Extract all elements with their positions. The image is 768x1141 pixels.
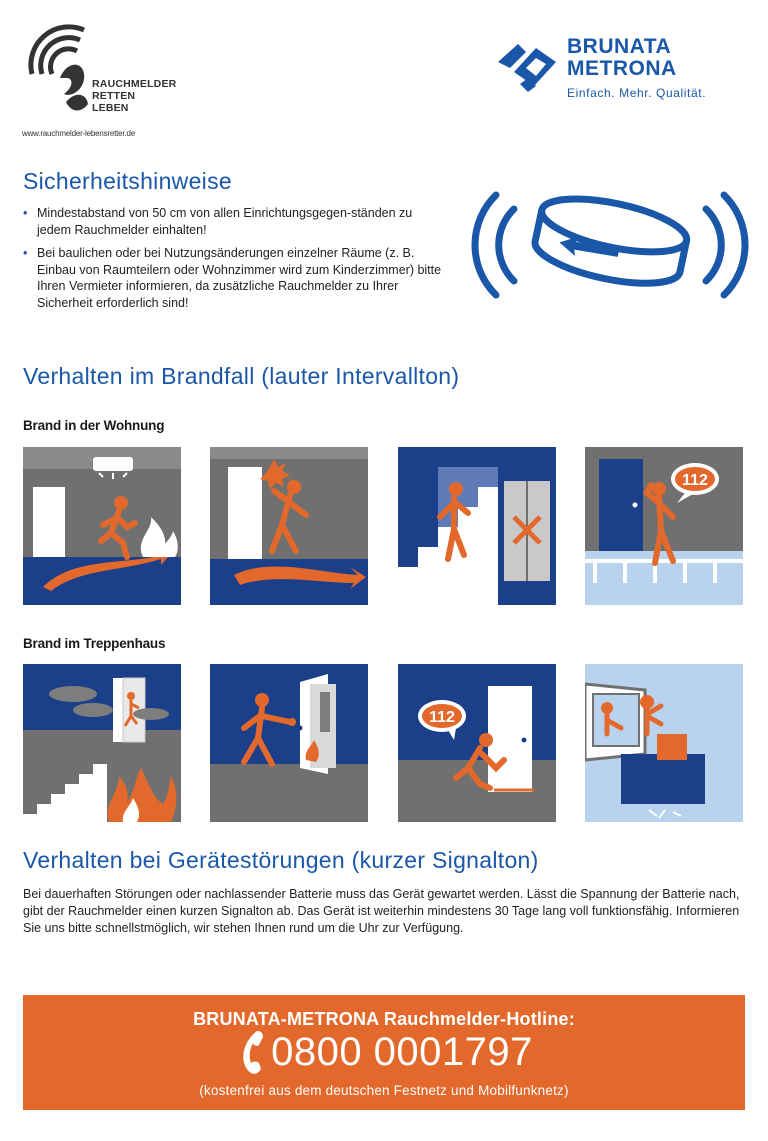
hotline-title: BRUNATA-METRONA Rauchmelder-Hotline: [193, 1009, 575, 1029]
pictogram-check-door-icon [210, 447, 368, 605]
brand-slogan: Einfach. Mehr. Qualität. [567, 86, 707, 100]
pictogram-close-door-icon [210, 664, 368, 822]
fault-title: Verhalten bei Gerätestörungen (kurzer Signalton) [23, 847, 539, 873]
fire-in-stairwell-title: Brand im Treppenhaus [23, 636, 166, 651]
pictogram-leave-room-icon [23, 447, 181, 605]
hotline-note: (kostenfrei aus dem deutschen Festnetz und Mobilfunknetz) [199, 1083, 569, 1098]
fire-title: Verhalten im Brandfall (lauter Intervallton) [23, 363, 460, 389]
pictogram-call-emergency-icon [585, 447, 743, 605]
phone-icon [235, 1029, 265, 1075]
pictogram-smoke-in-stairwell-icon [23, 664, 181, 822]
fault-text: Bei dauerhaften Störungen oder nachlassender Batterie muss das Gerät gewartet werden. Lässt die Spannung der Batterie nach, gibt der Rauchmelder einen kurzen Signalton ab. Das Gerät ist weiterhin mindestens 30 Tage lang voll funktionsfähig. Informieren Sie uns bitte schnellstmöglich, wir stehen Ihnen rund um die Uhr zur Verfügung. [23, 887, 740, 935]
safety-title: Sicherheitshinweise [23, 168, 232, 194]
pictogram-stay-low-call-icon [398, 664, 556, 822]
brand-name-line2: METRONA [567, 57, 677, 80]
campaign-url[interactable]: www.rauchmelder-lebensretter.de [22, 129, 135, 138]
hotline-box [23, 995, 745, 1110]
pictogram-use-stairs-not-elevator-icon [398, 447, 556, 605]
safety-note: • Bei baulichen oder bei Nutzungsänderungen einzelner Räume (z. B. Einbau von Raumteilern oder Wohnzimmer wird zum Kinderzimmer) bitte Ihren Vermieter informieren, da zusätzliche Rauchmelder zu Ihrer Sicherheit erforderlich sind! [23, 245, 448, 311]
safety-notes [23, 205, 448, 318]
fire-in-apartment-title: Brand in der Wohnung [23, 418, 165, 433]
brunata-metrona-logo-icon [496, 38, 560, 94]
hotline-number[interactable]: 0800 0001797 [271, 1029, 533, 1074]
hotline-number-row [23, 1029, 745, 1075]
brand-name-line1: BRUNATA [567, 35, 672, 58]
safety-note: • Mindestabstand von 50 cm von allen Einrichtungsgegen-ständen zu jedem Rauchmelder einhalten! [23, 205, 448, 238]
pictogram-signal-at-window-icon [585, 664, 743, 822]
smoke-detector-icon [470, 165, 750, 325]
campaign-logo-text: RAUCHMELDER RETTEN LEBEN [92, 78, 177, 114]
emergency-number-label: 112 [682, 472, 708, 489]
emergency-number-label: 112 [429, 709, 455, 726]
